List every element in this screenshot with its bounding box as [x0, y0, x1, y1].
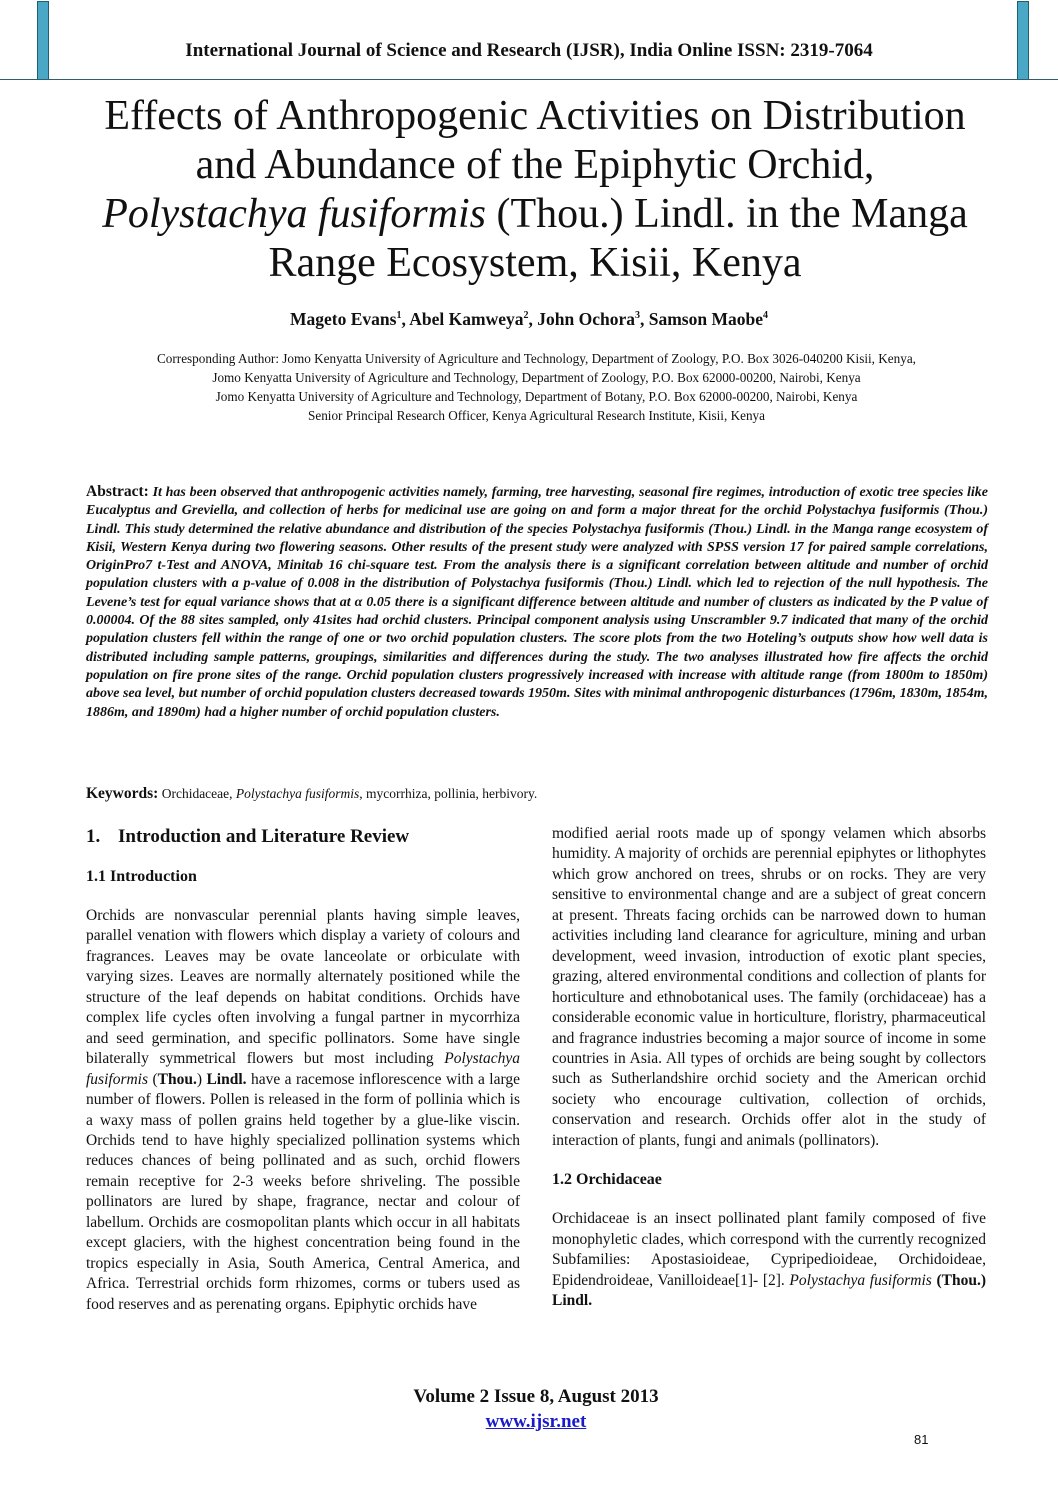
abstract — [86, 483, 988, 722]
abstract-text: It has been observed that anthropogenic activities namely, farming, tree harvesting, seasonal fire regimes, introduction of exotic tree species like Eucalyptus and Greviella, and collection of herbs for medicinal use are going on and form a major threat for the orchid Polystachya fusiformis (Thou.) Lindl. This study determined the relative abundance and distribution of the species Polystachya fusiformis (Thou.) Lindl. in the Manga range ecosystem of Kisii, Western Kenya during two flowering seasons. Other results of the present study were analyzed with SPSS version 17 for paired sample correlations, OriginPro7 t-Test and ANOVA, Minitab 16 chi-square test. From the analysis there is a significant correlation between altitude and number of orchid population clusters with a p-value of 0.008 in the distribution of Polystachya fusiformis (Thou.) Lindl. which led to rejection of the null hypothesis. The Levene’s test for equal variance shows that at α 0.05 there is a significant difference between altitude and number of clusters as indicated by the P value of 0.00004. Of the 88 sites sampled, only 41sites had orchid clusters. Principal component analysis using Unscrambler 9.7 indicated that many of the orchid population clusters fell within the range of one or two orchid population clusters. The score plots from the two Hoteling’s outputs show how well data is distributed including sample patterns, groupings, similarities and differences during the study. The two analyses illustrated how fire affects the orchid population on fire prone sites of the range. Orchid population clusters progressively increased with increase with altitude range (from 1800m to 1850m) above sea level, but number of orchid population clusters decreased towards 1950m. Sites with minimal anthropogenic disturbances (1796m, 1830m, 1854m, 1886m, and 1890m) had a higher number of orchid population clusters. — [86, 485, 988, 720]
author: Mageto Evans — [290, 309, 397, 329]
keywords-label: Keywords: — [86, 785, 159, 802]
affiliation: Jomo Kenyatta University of Agriculture and Technology, Department of Zoology, P.O. Box 62000-00200, Nairobi, Kenya — [212, 370, 861, 385]
paragraph: Orchids are nonvascular perennial plants having simple leaves, parallel venation with flowers which display a variety of colours and fragrances. Leaves may be ovate lanceolate or orbiculate with varying sizes. Leaves are normally alternately positioned while the structure of the leaf depends on habitat conditions. Orchids have complex life cycles often involving a fungal partner in mycorrhiza and seed germination, and specific pollinators. Some have single bilaterally symmetrical flowers but most including Polystachya fusiformis (Thou.) Lindl. have a racemose inflorescence with a large number of flowers. Pollen is released in the form of pollinia which is a waxy mass of pollen grains held together by a glue-like viscin. Orchids tend to have highly specialized pollination systems which reduces chances of being pollinated and as such, orchid flowers remain receptive for 2-3 weeks before shriveling. The possible pollinators are lured by shape, fragrance, nectar and colour of labellum. Orchids are cosmopolitan plants which occur in all habitats except glaciers, with the highest concentration being found in the tropics especially in Asia, South America, Central America, and Africa. Terrestrial orchids form rhizomes, corms or tubers used as food reserves and as perenating organs. Epiphytic orchids have — [86, 907, 520, 1313]
journal-website-link[interactable]: www.ijsr.net — [485, 1411, 587, 1432]
title-line-2: and Abundance of the Epiphytic Orchid, — [195, 142, 875, 188]
page-number: 81 — [914, 1432, 929, 1447]
subsection-heading: 1.1 Introduction — [86, 868, 197, 885]
abstract-label: Abstract: — [86, 483, 149, 500]
author: Samson Maobe — [648, 309, 763, 329]
footer-volume: Volume 2 Issue 8, August 2013 — [413, 1386, 659, 1407]
affiliations — [90, 349, 983, 425]
paragraph: Orchidaceae is an insect pollinated plant family composed of five monophyletic clades, which correspond with the currently recognized Subfamilies: Apostasioideae, Cypripedioideae, Orchidoideae, Epidendroideae, Vanilloideae[1]- [2]. Polystachya fusiformis (Thou.) Lindl. — [552, 1210, 986, 1310]
column-right — [552, 824, 986, 1312]
affiliation: Jomo Kenyatta University of Agriculture and Technology, Department of Botany, P.O. Box 62000-00200, Nairobi, Kenya — [215, 389, 858, 404]
subsection-heading: 1.2 Orchidaceae — [552, 1171, 662, 1189]
species-name: Polystachya fusiformis — [102, 191, 487, 237]
paragraph: modified aerial roots made up of spongy velamen which absorbs humidity. A majority of orchids are perennial epiphytes or lithophytes which grow anchored on trees, shrubs or on rocks. They are very sensitive to environmental change and are a subject of great concern at present. Threats facing orchids can be narrowed down to human activities including land clearance for agriculture, mining and urban development, weed invasion, introduction of exotic plant species, grazing, altered environmental conditions and collection of plants for horticulture and ethnobotanical uses. The family (orchidaceae) has a considerable economic value in horticulture, floristry, pharmaceutical and fragrance industries becoming a major source of income in some countries in Asia. All types of orchids are being sought by collectors such as Sutherlandshire orchid society and the American orchid society who encourage cultivation, collection of orchids, conservation and research. Orchids offer alot in the study of interaction of plants, fungi and animals (pollinators). — [552, 825, 986, 1149]
section-heading: 1. Introduction and Literature Review — [86, 826, 410, 847]
affiliation: Corresponding Author: Jomo Kenyatta University of Agriculture and Technology, Department of Zoology, P.O. Box 3026-040200 Kisii, Kenya, — [157, 351, 916, 366]
paper-title — [60, 92, 1010, 288]
title-line-3: Polystachya fusiformis (Thou.) Lindl. in the Manga — [102, 191, 968, 237]
journal-header: International Journal of Science and Research (IJSR), India Online ISSN: 2319-7064 — [185, 40, 873, 61]
title-line-1: Effects of Anthropogenic Activities on Distribution — [104, 93, 966, 139]
author: John Ochora — [537, 309, 635, 329]
header-divider — [0, 79, 1058, 80]
author: Abel Kamweya — [409, 309, 524, 329]
affiliation: Senior Principal Research Officer, Kenya Agricultural Research Institute, Kisii, Kenya — [308, 408, 765, 423]
column-left — [86, 824, 520, 1315]
title-line-4: Range Ecosystem, Kisii, Kenya — [268, 240, 802, 286]
footer-link-container — [0, 1411, 1058, 1433]
author-list: Mageto Evans$^1$, Abel Kamweya$^2$, John Ochora$^3$, Samson Maobe$^4$ — [290, 309, 768, 329]
keywords: Keywords: Orchidaceae, Polystachya fusiformis, mycorrhiza, pollinia, herbivory. — [86, 785, 538, 802]
